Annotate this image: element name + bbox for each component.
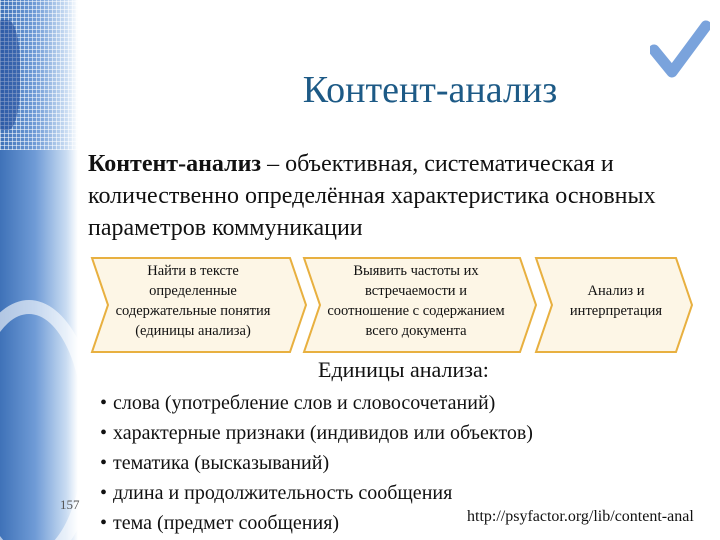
list-item: • тематика (высказываний)	[100, 448, 533, 478]
list-item: • слова (употребление слов и словосочетаний)	[100, 388, 533, 418]
definition-text: – объективная, систематическая и количественно определённая характеристика основных параметров коммуникации	[88, 151, 656, 241]
flow-step-3	[542, 281, 690, 321]
list-item: • характерные признаки (индивидов или объектов)	[100, 418, 533, 448]
page-number: 157	[60, 497, 80, 512]
flow-step-1-line: содержательные понятия	[115, 303, 271, 319]
flow-step-2-line: соотношение с содержанием	[327, 303, 505, 319]
definition-term: Контент-анализ	[88, 151, 262, 177]
flow-step-1-line: определенные	[149, 283, 237, 299]
source-url: http://psyfactor.org/lib/content-anal	[467, 508, 694, 525]
sidebar-swoosh-top	[0, 20, 20, 130]
units-heading: Единицы анализа:	[318, 357, 489, 382]
flow-step-2-line: встречаемости и	[365, 283, 467, 299]
definition-paragraph	[88, 148, 708, 244]
flow-step-3-line: Анализ и	[587, 283, 645, 299]
flow-step-2	[304, 261, 528, 341]
flow-step-1	[90, 261, 296, 341]
process-flow	[90, 256, 700, 354]
flow-step-3-line: интерпретация	[569, 303, 663, 319]
list-item: • длина и продолжительность сообщения	[100, 478, 533, 508]
sidebar-decoration	[0, 0, 78, 540]
flow-step-2-line: всего документа	[365, 323, 467, 339]
flow-step-2-line: Выявить частоты их	[353, 263, 479, 279]
flow-step-1-line: Найти в тексте	[147, 263, 239, 279]
slide-title: Контент-анализ	[302, 69, 558, 111]
flow-step-1-line: (единицы анализа)	[135, 323, 251, 339]
list-item: • тема (предмет сообщения)	[100, 508, 533, 538]
